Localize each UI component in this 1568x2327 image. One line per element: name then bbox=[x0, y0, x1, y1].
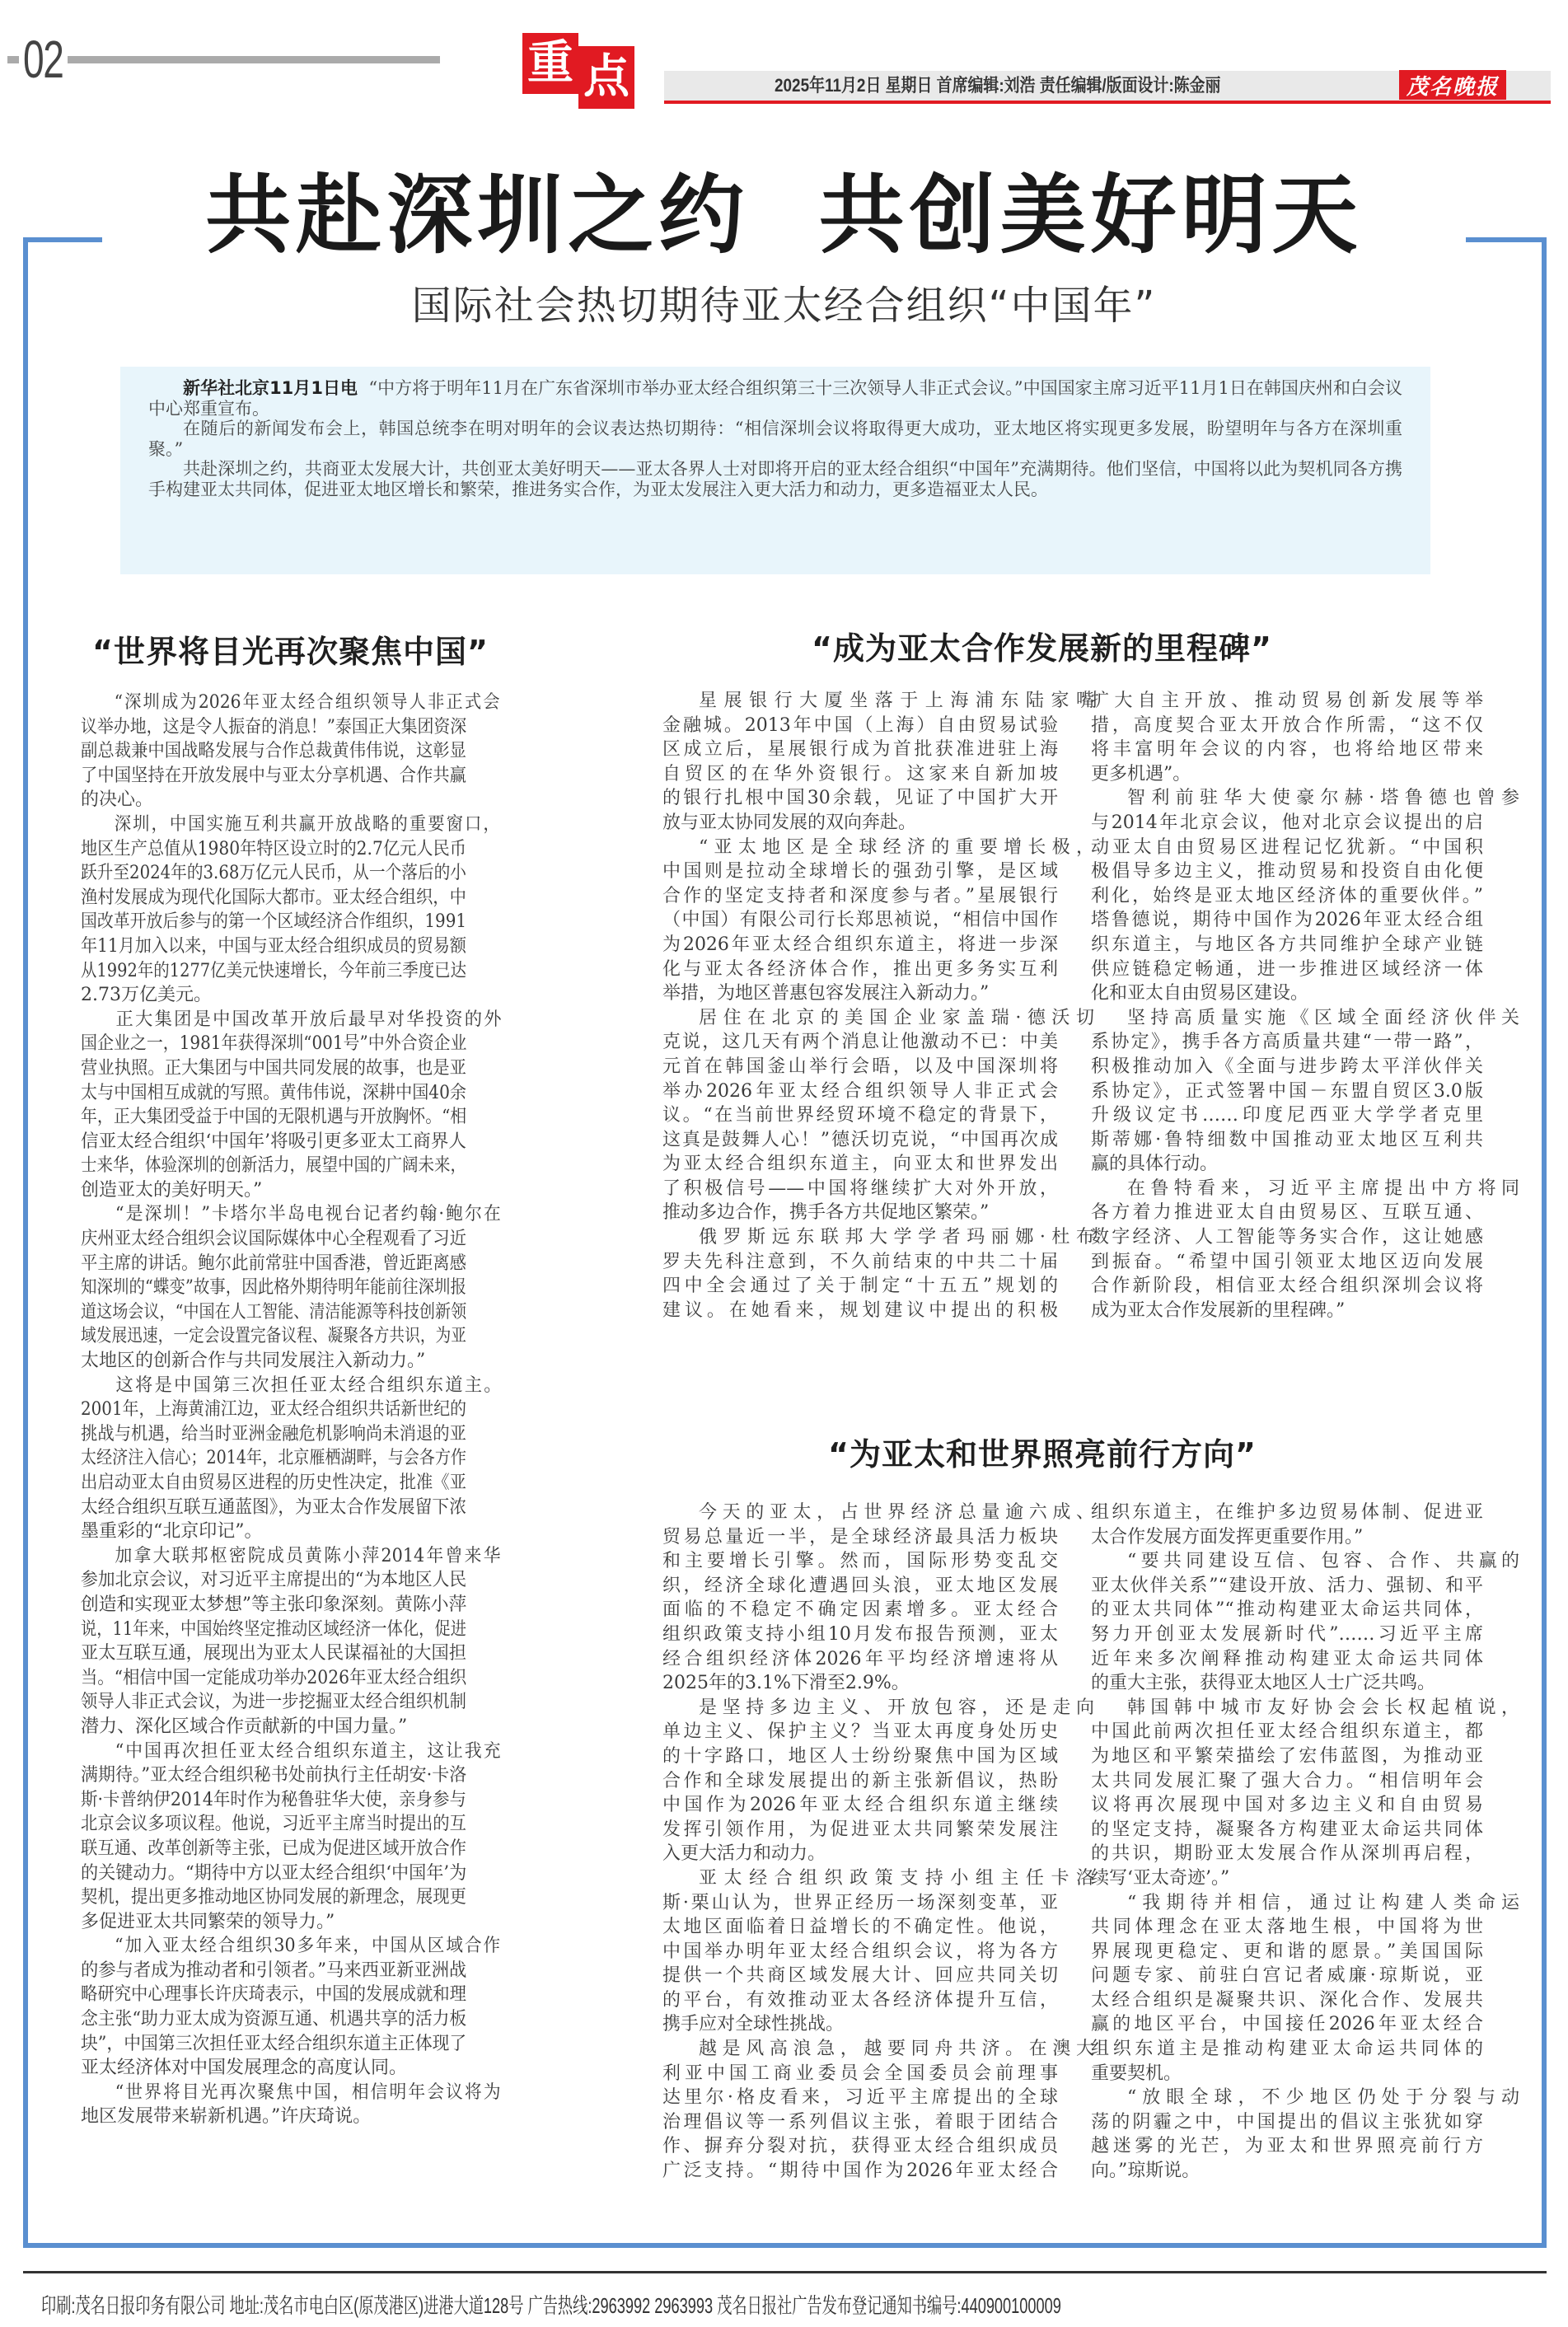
text-line: 副总裁兼中国战略发展与合作总裁黄伟伟说，这彰显 bbox=[81, 741, 466, 762]
text-line: 利化，始终是亚太地区经济体的重要伙伴。” bbox=[1091, 885, 1483, 906]
section-tag-char: 点 bbox=[578, 46, 634, 109]
text-line: 与2014年北京会议，他对北京会议提出的启 bbox=[1091, 812, 1483, 833]
text-line: 了积极信号——中国将继续扩大对外开放， bbox=[662, 1178, 1058, 1199]
text-line: 赢的具体行动。 bbox=[1091, 1154, 1219, 1175]
text-line: 当。“相信中国一定能成功举办2026年亚太经合组织 bbox=[81, 1667, 466, 1688]
text-line: 加拿大联邦枢密院成员黄陈小萍2014年曾来华 bbox=[115, 1545, 501, 1566]
text-line: 议举办地，这是令人振奋的消息！”泰国正大集团资深 bbox=[81, 716, 466, 737]
page-number: 02 bbox=[23, 30, 63, 89]
text-line: 元首在韩国釜山举行会晤，以及中国深圳将 bbox=[662, 1056, 1058, 1077]
text-line: 推动多边合作，携手各方共促地区繁荣。” bbox=[662, 1202, 990, 1224]
text-line: “世界将目光再次聚焦中国，相信明年会议将为 bbox=[115, 2081, 501, 2103]
text-line: 努力开创亚太发展新时代”……习近平主席 bbox=[1091, 1623, 1483, 1645]
section-heading: “为亚太和世界照亮前行方向” bbox=[828, 1436, 1257, 1473]
text-line: 太合作发展方面发挥更重要作用。” bbox=[1091, 1526, 1364, 1547]
section-tag-char: 重 bbox=[522, 33, 578, 94]
text-line: 正大集团是中国改革开放后最早对华投资的外 bbox=[115, 1009, 502, 1030]
text-line: 太经合组织互联互通蓝图》，为亚太合作发展留下浓 bbox=[81, 1496, 466, 1518]
text-line: 区成立后，星展银行成为首批获准进驻上海 bbox=[662, 739, 1058, 761]
text-line: 联互通、改革创新等主张，已成为促进区域开放合作 bbox=[81, 1838, 466, 1859]
text-line: 斯·卡普纳伊2014年时作为秘鲁驻华大使，亲身参与 bbox=[81, 1789, 466, 1810]
text-line: 平主席的讲话。鲍尔此前常驻中国香港，曾近距离感 bbox=[81, 1252, 466, 1274]
text-line: “要共同建设互信、包容、合作、共赢的 bbox=[1127, 1551, 1519, 1572]
text-line: 合作和全球发展提出的新主张新倡议，热盼 bbox=[662, 1770, 1058, 1791]
text-line: 提供一个共商区域发展大计、回应共同关切 bbox=[662, 1965, 1058, 1987]
text-line: 说，11年来，中国始终坚定推动区域经济一体化，促进 bbox=[81, 1618, 466, 1640]
text-line: 知深圳的“蝶变”故事，因此格外期待明年能前往深圳报 bbox=[81, 1277, 466, 1299]
text-line: 四中全会通过了关于制定“十五五”规划的 bbox=[662, 1276, 1058, 1297]
text-line: 是坚持多边主义、开放包容，还是走向 bbox=[699, 1697, 1094, 1718]
text-line: 太经济注入信心；2014年，北京雁栖湖畔，与会各方作 bbox=[81, 1448, 466, 1469]
text-line: 成为亚太合作发展新的里程碑。” bbox=[1091, 1299, 1346, 1321]
text-line: 挑战与机遇，给当时亚洲金融危机影响尚未消退的亚 bbox=[81, 1423, 466, 1444]
text-line: 贸易总量近一半，是全球经济最具活力板块 bbox=[662, 1526, 1058, 1547]
text-line: 北京会议多项议程。他说，习近平主席当时提出的互 bbox=[81, 1814, 466, 1835]
text-line: “放眼全球，不少地区仍处于分裂与动 bbox=[1127, 2087, 1519, 2109]
text-line: 的重大主张，获得亚太地区人士广泛共鸣。 bbox=[1091, 1673, 1436, 1694]
text-line: 荡的阴霾之中，中国提出的倡议主张犹如穿 bbox=[1091, 2111, 1483, 2133]
text-line: 墨重彩的“北京印记”。 bbox=[81, 1521, 263, 1543]
text-line: 向。”琼斯说。 bbox=[1091, 2161, 1201, 2182]
text-line: 共同体理念在亚太落地生根，中国将为世 bbox=[1091, 1917, 1483, 1938]
text-line: 越迷雾的光芒，为亚太和世界照亮前行方 bbox=[1091, 2136, 1483, 2157]
text-line: 从1992年的1277亿美元快速增长，今年前三季度已达 bbox=[81, 960, 466, 981]
text-line: 太经合组织是凝聚共识、深化合作、发展共 bbox=[1091, 1989, 1483, 2011]
text-line: 为地区和平繁荣描绘了宏伟蓝图，为推动亚 bbox=[1091, 1745, 1483, 1767]
text-line: 罗夫先科注意到，不久前结束的中共二十届 bbox=[662, 1251, 1058, 1272]
text-line: 出启动亚太自由贸易区进程的历史性决定，批准《亚 bbox=[81, 1473, 466, 1493]
text-line: 系协定》，携手各方高质量共建“一带一路”， bbox=[1091, 1032, 1483, 1053]
text-line: 自贸区的在华外资银行。这家来自新加坡 bbox=[662, 763, 1058, 784]
article-column bbox=[81, 691, 502, 2129]
text-line: 地区发展带来崭新机遇。”许庆琦说。 bbox=[81, 2106, 372, 2128]
frame-left bbox=[23, 237, 28, 2248]
text-line: 到振奋。“希望中国引领亚太地区迈向发展 bbox=[1091, 1251, 1483, 1272]
footer-imprint: 印刷:茂名日报印务有限公司 地址:茂名市电白区(原茂港区)进港大道128号 广告热线:2963992 2963993 茂名日报社广告发布登记通知书编号:440900100009 bbox=[41, 2293, 1061, 2318]
text-line: 合作的坚定支持者和深度参与者。”星展银行 bbox=[662, 885, 1058, 906]
text-line: 组织东道主，在维护多边贸易体制、促进亚 bbox=[1091, 1502, 1483, 1523]
text-line: 居住在北京的美国企业家盖瑞·德沃切 bbox=[699, 1007, 1094, 1028]
text-line: 坚持高质量实施《区域全面经济伙伴关 bbox=[1127, 1007, 1519, 1028]
text-line: 营业执照。正大集团与中国共同发展的故事，也是亚 bbox=[81, 1057, 466, 1079]
text-line: 庆州亚太经合组织会议国际媒体中心全程观看了习近 bbox=[81, 1229, 466, 1250]
text-line: 广泛支持。“期待中国作为2026年亚太经合 bbox=[662, 2161, 1058, 2182]
text-line: 的银行扎根中国30余载，见证了中国扩大开 bbox=[662, 788, 1058, 809]
text-line: 近年来多次阐释推动构建亚太命运共同体 bbox=[1091, 1648, 1483, 1669]
lead-box bbox=[120, 367, 1430, 574]
text-line: 2.73万亿美元。 bbox=[81, 985, 212, 1006]
lead-paragraph bbox=[148, 378, 1402, 419]
text-line: 地区生产总值从1980年特区设立时的2.7亿元人民币 bbox=[81, 838, 466, 859]
text-line: 数字经济、人工智能等务实合作，这让她感 bbox=[1091, 1227, 1483, 1248]
text-line: 了中国坚持在开放发展中与亚太分享机遇、合作共赢 bbox=[81, 765, 466, 786]
text-line: 更多机遇”。 bbox=[1091, 763, 1191, 784]
text-line: 年11月加入以来，中国与亚太经合组织成员的贸易额 bbox=[81, 935, 466, 957]
text-line: 织，经济全球化遭遇回头浪，亚太地区发展 bbox=[662, 1575, 1058, 1596]
text-line: 金融城。2013年中国（上海）自由贸易试验 bbox=[662, 714, 1058, 736]
page-number-dash bbox=[7, 56, 19, 63]
text-line: 中国则是拉动全球增长的强劲引擎，是区域 bbox=[662, 861, 1058, 883]
newspaper-logo: 茂名晚报 bbox=[1399, 70, 1506, 100]
header-info: 2025年11月2日 星期日 首席编辑:刘浩 责任编辑/版面设计:陈金丽 bbox=[775, 75, 1221, 96]
text-line: “加入亚太经合组织30多年来，中国从区域合作 bbox=[115, 1936, 501, 1957]
text-line: 2025年的3.1%下滑至2.9%。 bbox=[662, 1673, 910, 1694]
subheadline: 国际社会热切期待亚太经合组织“中国年” bbox=[411, 283, 1157, 329]
text-line: 利亚中国工商业委员会全国委员会前理事 bbox=[662, 2062, 1058, 2084]
text-line: 越是风高浪急，越要同舟共济。在澳大 bbox=[699, 2039, 1094, 2060]
text-line: 发挥引领作用，为促进亚太共同繁荣发展注 bbox=[662, 1819, 1058, 1840]
text-line: 跃升至2024年的3.68万亿元人民币，从一个落后的小 bbox=[81, 863, 466, 884]
text-line: 积极推动加入《全面与进步跨太平洋伙伴关 bbox=[1091, 1056, 1483, 1077]
text-line: 多促进亚太共同繁荣的领导力。” bbox=[81, 1911, 335, 1932]
text-line: 赢的地区平台，中国接任2026年亚太经合 bbox=[1091, 2014, 1483, 2035]
text-line: 太地区面临着日益增长的不确定性。他说， bbox=[662, 1917, 1058, 1938]
text-line: 的十字路口，地区人士纷纷聚焦中国为区域 bbox=[662, 1745, 1058, 1767]
text-line: 系协定》，正式签署中国－东盟自贸区3.0版 bbox=[1091, 1080, 1483, 1102]
text-line: 的参与者成为推动者和引领者。”马来西亚新亚洲战 bbox=[81, 1959, 466, 1981]
text-line: 经合组织经济体2026年平均经济增速将从 bbox=[662, 1648, 1058, 1669]
lead-paragraph: 共赴深圳之约，共商亚太发展大计，共创亚太美好明天——亚太各界人士对即将开启的亚太经合组织“中国年”充满期待。他们坚信，中国将以此为契机同各方携手构建亚太共同体，促进亚太地区增长和繁荣，推进务实合作，为亚太发展注入更大活力和动力，更多造福亚太人民。 bbox=[148, 459, 1402, 499]
text-line: 为亚太经合组织东道主，向亚太和世界发出 bbox=[662, 1154, 1058, 1175]
text-line: 治理倡议等一系列倡议主张，着眼于团结合 bbox=[662, 2111, 1058, 2133]
text-line: 念主张“助力亚太成为资源互通、机遇共享的活力板 bbox=[81, 2009, 466, 2030]
text-line: （中国）有限公司行长郑思祯说，“相信中国作 bbox=[662, 910, 1058, 931]
text-line: 这将是中国第三次担任亚太经合组织东道主。 bbox=[115, 1374, 502, 1396]
text-line: 化和亚太自由贸易区建设。 bbox=[1091, 983, 1309, 1004]
text-line: 契机，提出更多推动地区协同发展的新理念，展现更 bbox=[81, 1887, 466, 1908]
headline: 共赴深圳之约 共创美好明天 bbox=[205, 165, 1363, 265]
text-line: 斯蒂娜·鲁特细数中国推动亚太地区互利共 bbox=[1091, 1129, 1483, 1150]
text-line: 化与亚太各经济体合作，推出更多务实互利 bbox=[662, 958, 1058, 980]
text-line: 创造和实现亚太梦想”等主张印象深刻。黄陈小萍 bbox=[81, 1594, 466, 1615]
article-column bbox=[662, 1501, 1094, 2184]
text-line: 域发展迅速，一定会设置完备议程、凝聚各方共识，为亚 bbox=[81, 1326, 466, 1347]
text-line: 和主要增长引擎。然而，国际形势变乱交 bbox=[662, 1551, 1058, 1572]
text-line: 太与中国相互成就的写照。黄伟伟说，深耕中国40余 bbox=[81, 1082, 466, 1103]
text-line: 满期待。”亚太经合组织秘书处前执行主任胡安·卡洛 bbox=[81, 1765, 466, 1786]
text-line: 议。“在当前世界经贸环境不稳定的背景下， bbox=[662, 1105, 1058, 1126]
text-line: 智利前驻华大使豪尔赫·塔鲁德也曾参 bbox=[1127, 788, 1519, 809]
text-line: 问题专家、前驻白宫记者威廉·琼斯说，亚 bbox=[1091, 1965, 1483, 1987]
text-line: 塔鲁德说，期待中国作为2026年亚太经合组 bbox=[1091, 910, 1483, 931]
text-line: 国改革开放后参与的第一个区域经济合作组织，1991 bbox=[81, 911, 466, 933]
text-line: “亚太地区是全球经济的重要增长极， bbox=[699, 836, 1094, 858]
text-line: 亚太伙伴关系”“建设开放、活力、强韧、和平 bbox=[1091, 1575, 1483, 1596]
article-column bbox=[662, 689, 1094, 1323]
frame-right bbox=[1542, 237, 1547, 2248]
text-line: 各方着力推进亚太自由贸易区、互联互通、 bbox=[1091, 1202, 1483, 1224]
text-line: 将丰富明年会议的内容，也将给地区带来 bbox=[1091, 739, 1483, 761]
section-heading: “成为亚太合作发展新的里程碑” bbox=[812, 630, 1272, 667]
text-line: 的关键动力。“期待中方以亚太经合组织‘中国年’为 bbox=[81, 1862, 466, 1884]
text-line: 太共同发展汇聚了强大合力。“相信明年会 bbox=[1091, 1770, 1483, 1791]
text-line: 达里尔·格皮看来，习近平主席提出的全球 bbox=[662, 2087, 1058, 2109]
text-line: 为2026年亚太经合组织东道主，将进一步深 bbox=[662, 934, 1058, 955]
text-line: 动亚太自由贸易区进程记忆犹新。“中国积 bbox=[1091, 836, 1483, 858]
lead-paragraph: 在随后的新闻发布会上，韩国总统李在明对明年的会议表达热切期待：“相信深圳会议将取得更大成功，亚太地区将实现更多发展，盼望明年与各方在深圳重聚。” bbox=[148, 419, 1402, 459]
text-line: 极倡导多边主义，推动贸易和投资自由化便 bbox=[1091, 861, 1483, 883]
text-line: “我期待并相信，通过让构建人类命运 bbox=[1127, 1892, 1519, 1913]
text-line: 举措，为地区普惠包容发展注入新动力。” bbox=[662, 983, 990, 1004]
text-line: 单边主义、保护主义？当亚太再度身处历史 bbox=[662, 1721, 1058, 1743]
text-line: 略研究中心理事长许庆琦表示，中国的发展成就和理 bbox=[81, 1984, 466, 2006]
text-line: 织东道主，与地区各方共同维护全球产业链 bbox=[1091, 934, 1483, 955]
text-line: 潜力、深化区域合作贡献新的中国力量。” bbox=[81, 1716, 408, 1737]
text-line: 的平台，有效推动亚太各经济体提升互信， bbox=[662, 1989, 1058, 2011]
text-line: 中国举办明年亚太经合组织会议，将为各方 bbox=[662, 1941, 1058, 1962]
text-line: 斯·栗山认为，世界正经历一场深刻变革，亚 bbox=[662, 1892, 1058, 1913]
text-line: 创造亚太的美好明天。” bbox=[81, 1179, 263, 1201]
text-line: 韩国韩中城市友好协会会长权起植说， bbox=[1127, 1697, 1519, 1718]
header-red-rule bbox=[664, 101, 1551, 104]
text-line: 放与亚太协同发展的双向奔赴。 bbox=[662, 812, 917, 833]
dateline: 新华社北京11月1日电 bbox=[183, 378, 358, 398]
text-line: 星展银行大厦坐落于上海浦东陆家嘴 bbox=[699, 691, 1094, 711]
text-line: 俄罗斯远东联邦大学学者玛丽娜·杜布 bbox=[699, 1227, 1094, 1248]
section-heading: “世界将目光再次聚焦中国” bbox=[92, 634, 489, 670]
text-line: 深圳，中国实施互利共赢开放战略的重要窗口， bbox=[114, 813, 500, 835]
text-line: 举办2026年亚太经合组织领导人非正式会 bbox=[662, 1080, 1058, 1102]
text-line: 供应链稳定畅通，进一步推进区域经济一体 bbox=[1091, 958, 1483, 980]
text-line: 克说，这几天有两个消息让他激动不已：中美 bbox=[662, 1032, 1058, 1053]
text-line: 领导人非正式会议，为进一步挖掘亚太经合组织机制 bbox=[81, 1692, 466, 1713]
text-line: 的坚定支持，凝聚各方构建亚太命运共同体 bbox=[1091, 1819, 1483, 1840]
text-line: 的共识，期盼亚太发展合作从深圳再启程， bbox=[1091, 1843, 1483, 1865]
text-line: 太地区的创新合作与共同发展注入新动力。” bbox=[81, 1351, 426, 1372]
text-line: 面临的不稳定不确定因素增多。亚太经合 bbox=[662, 1599, 1058, 1621]
text-line: 携手应对全球性挑战。 bbox=[662, 2014, 845, 2035]
text-line: 亚太互联互通，展现出为亚太人民谋福祉的大国担 bbox=[81, 1643, 466, 1664]
text-line: 士来华，体验深圳的创新活力，展望中国的广阔未来， bbox=[81, 1155, 466, 1177]
text-line: 信亚太经合组织‘中国年’将吸引更多亚太工商界人 bbox=[81, 1131, 466, 1152]
text-line: 续写‘亚太奇迹’。” bbox=[1091, 1867, 1230, 1889]
text-line: 建议。在她看来，规划建议中提出的积极 bbox=[662, 1299, 1058, 1321]
text-line: “中国再次担任亚太经合组织东道主，这让我充 bbox=[115, 1740, 501, 1762]
article-column bbox=[1091, 1501, 1519, 2184]
section-tag bbox=[522, 33, 634, 109]
text-line: 合作新阶段，相信亚太经合组织深圳会议将 bbox=[1091, 1276, 1483, 1297]
text-line: 作、摒弃分裂对抗，获得亚太经合组织成员 bbox=[662, 2136, 1058, 2157]
text-line: 的决心。 bbox=[81, 789, 154, 811]
text-line: 中国此前两次担任亚太经合组织东道主，都 bbox=[1091, 1721, 1483, 1743]
text-line: 升级议定书……印度尼西亚大学学者克里 bbox=[1091, 1105, 1483, 1126]
text-line: “深圳成为2026年亚太经合组织领导人非正式会 bbox=[114, 692, 500, 713]
text-line: 入更大活力和动力。 bbox=[662, 1843, 826, 1865]
text-line: 措，高度契合亚太开放合作所需，“这不仅 bbox=[1091, 714, 1483, 736]
text-line: 参加北京会议，对习近平主席提出的“为本地区人民 bbox=[81, 1570, 466, 1591]
text-line: 国企业之一，1981年获得深圳“001号”中外合资企业 bbox=[81, 1033, 466, 1055]
text-line: 块”，中国第三次担任亚太经合组织东道主正体现了 bbox=[81, 2033, 466, 2054]
footer-rule bbox=[23, 2271, 1547, 2273]
text-line: 今天的亚太，占世界经济总量逾六成、 bbox=[699, 1502, 1094, 1523]
lead-text: “中方将于明年11月在广东省深圳市举办亚太经合组织第三十三次领导人非正式会议。”中国国家主席习近平11月1日在韩国庆州和白会议中心郑重宣布。 bbox=[148, 378, 1402, 419]
text-line: 这真是鼓舞人心！”德沃切克说，“中国再次成 bbox=[662, 1129, 1058, 1150]
text-line: 的亚太共同体”“推动构建亚太命运共同体， bbox=[1091, 1599, 1483, 1621]
frame-bottom bbox=[23, 2243, 1547, 2248]
text-line: “是深圳！”卡塔尔半岛电视台记者约翰·鲍尔在 bbox=[115, 1204, 501, 1225]
text-line: 组织东道主是推动构建亚太命运共同体的 bbox=[1091, 2039, 1483, 2060]
text-line: 界展现更稳定、更和谐的愿景。”美国国际 bbox=[1091, 1941, 1483, 1962]
text-line: 亚太经合组织政策支持小组主任卡洛 bbox=[699, 1867, 1094, 1889]
text-line: 亚太经济体对中国发展理念的高度认同。 bbox=[81, 2058, 408, 2079]
article-column bbox=[1091, 689, 1519, 1323]
text-line: 议将再次展现中国对多边主义和自由贸易 bbox=[1091, 1795, 1483, 1816]
text-line: 年，正大集团受益于中国的无限机遇与开放胸怀。“相 bbox=[81, 1107, 466, 1128]
text-line: 道这场会议，“中国在人工智能、清洁能源等科技创新领 bbox=[81, 1301, 466, 1323]
text-line: 2001年，上海黄浦江边，亚太经合组织共话新世纪的 bbox=[81, 1399, 466, 1421]
text-line: 扩大自主开放、推动贸易创新发展等举 bbox=[1091, 691, 1483, 711]
text-line: 中国作为2026年亚太经合组织东道主继续 bbox=[662, 1795, 1058, 1816]
text-line: 渔村发展成为现代化国际大都市。亚太经合组织，中 bbox=[81, 887, 466, 908]
text-line: 重要契机。 bbox=[1091, 2062, 1182, 2084]
header-rule bbox=[68, 56, 440, 63]
text-line: 组织政策支持小组10月发布报告预测，亚太 bbox=[662, 1623, 1058, 1645]
text-line: 在鲁特看来，习近平主席提出中方将同 bbox=[1127, 1178, 1519, 1199]
